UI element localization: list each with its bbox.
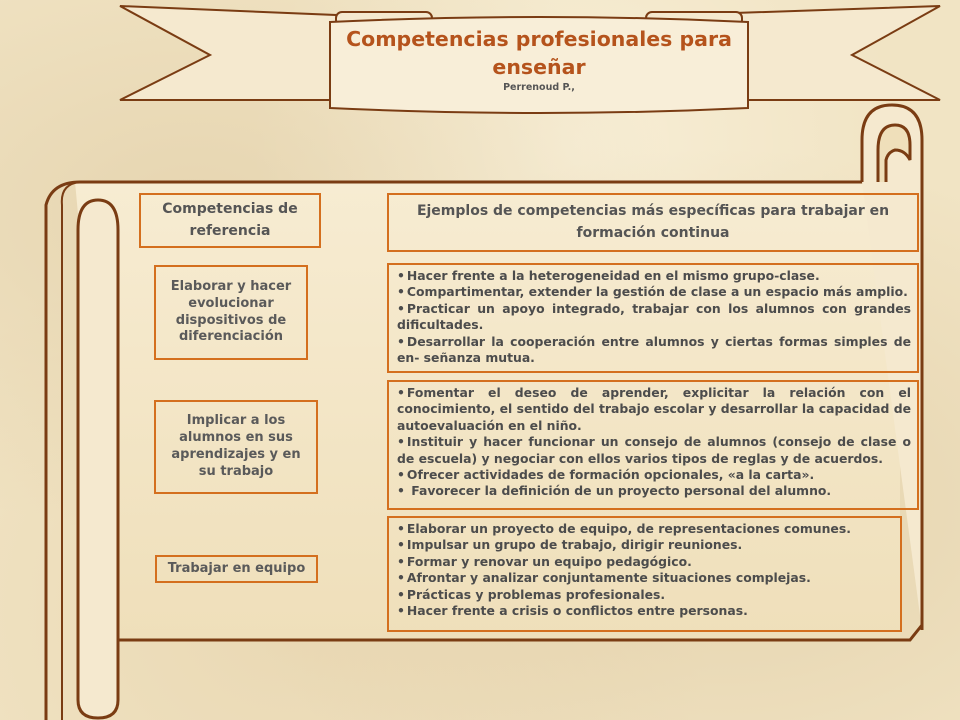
list-item: • Practicar un apoyo integrado, trabajar con los alumnos con grandes dificultades. — [397, 301, 911, 334]
title-banner — [330, 22, 748, 110]
page-author: Perrenoud P., — [503, 82, 575, 94]
header-left-label: Competencias de referencia — [162, 200, 298, 239]
examples-box-3 — [387, 516, 902, 632]
examples-list-1 — [397, 268, 911, 366]
examples-list-2 — [397, 385, 911, 500]
list-item: • Compartimentar, extender la gestión de clase a un espacio más amplio. — [397, 284, 911, 300]
competency-box-3 — [155, 555, 318, 583]
header-ejemplos — [387, 193, 919, 252]
header-right-label: Ejemplos de competencias más específicas para trabajar en formación continua — [416, 202, 890, 241]
list-item: • Favorecer la definición de un proyecto personal del alumno. — [397, 483, 911, 499]
scroll-roll-left — [62, 182, 118, 720]
examples-box-1 — [387, 263, 919, 373]
competency-box-2 — [154, 400, 318, 494]
list-item: • Prácticas y problemas profesionales. — [397, 587, 894, 603]
list-item: • Impulsar un grupo de trabajo, dirigir reuniones. — [397, 537, 894, 553]
list-item: • Desarrollar la cooperación entre alumnos y ciertas formas simples de en- señanza mutua. — [397, 334, 911, 367]
list-item: • Elaborar un proyecto de equipo, de representaciones comunes. — [397, 521, 894, 537]
list-item: • Fomentar el deseo de aprender, explicitar la relación con el conocimiento, el sentido del trabajo escolar y desarrollar la capacidad de autoevaluación en el niño. — [397, 385, 911, 434]
list-item: • Hacer frente a la heterogeneidad en el mismo grupo-clase. — [397, 268, 911, 284]
list-item: • Instituir y hacer funcionar un consejo de alumnos (consejo de clase o de escuela) y negociar con ellos varios tipos de reglas y de acuerdos. — [397, 434, 911, 467]
list-item: • Afrontar y analizar conjuntamente situaciones complejas. — [397, 570, 894, 586]
examples-box-2 — [387, 380, 919, 510]
list-item: • Ofrecer actividades de formación opcionales, «a la carta». — [397, 467, 911, 483]
competency-box-1 — [154, 265, 308, 360]
competency-label: Implicar a los alumnos en sus aprendizajes y en su trabajo — [171, 413, 301, 479]
list-item: • Formar y renovar un equipo pedagógico. — [397, 554, 894, 570]
header-competencias-referencia — [139, 193, 321, 248]
page-title: Competencias profesionales para enseñar — [346, 27, 732, 79]
list-item: • Hacer frente a crisis o conflictos entre personas. — [397, 603, 894, 619]
competency-label: Trabajar en equipo — [167, 560, 306, 576]
competency-label: Elaborar y hacer evolucionar dispositivos de diferenciación — [170, 278, 292, 345]
ribbon-left-tail — [120, 6, 360, 100]
examples-list-3 — [397, 521, 894, 619]
